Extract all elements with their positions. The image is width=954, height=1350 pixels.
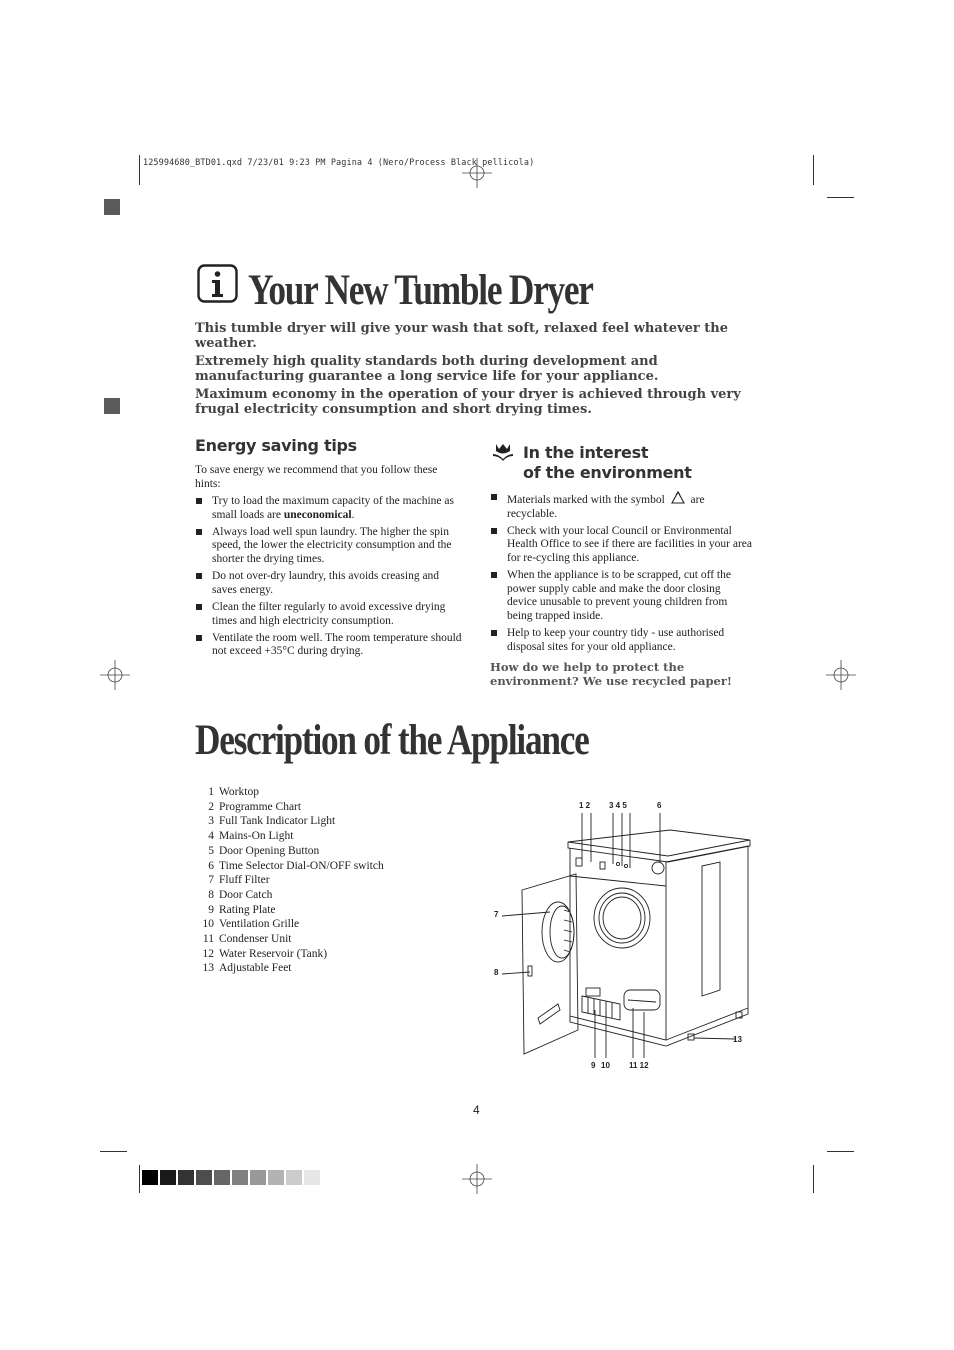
environment-list <box>490 491 752 654</box>
dryer-illustration <box>480 800 760 1080</box>
list-item: 7 Fluff Filter <box>208 874 270 887</box>
environment-section <box>490 491 752 658</box>
tulip-icon <box>492 442 514 462</box>
color-swatch <box>232 1170 248 1185</box>
list-item: 4 Mains-On Light <box>208 830 294 843</box>
energy-section <box>195 436 465 663</box>
margin-marker <box>104 199 120 215</box>
color-swatch <box>304 1170 320 1185</box>
energy-lead: To save energy we recommend that you follow these hints: <box>195 464 438 490</box>
section-title: Description of the Appliance <box>195 717 589 764</box>
crop-mark <box>813 1165 814 1193</box>
callout-label: 11 12 <box>629 1061 649 1070</box>
intro-paragraph: This tumble dryer will give your wash that soft, relaxed feel whatever the weather. <box>195 321 728 351</box>
list-item: Try to load the maximum capacity of the machine as small loads are uneconomical. <box>195 495 465 522</box>
list-item: 3 Full Tank Indicator Light <box>208 815 336 828</box>
energy-tips-list <box>195 495 465 659</box>
list-item: 8 Door Catch <box>208 888 273 901</box>
list-item: Materials marked with the symbol are recyclable. <box>490 491 752 521</box>
margin-marker <box>104 398 120 414</box>
list-item: Clean the filter regularly to avoid excessive drying times and high electricity consumption. <box>195 601 465 628</box>
callout-label: 13 <box>733 1035 742 1044</box>
list-item: Do not over-dry laundry, this avoids creasing and saves energy. <box>195 570 465 597</box>
list-item: 9 Rating Plate <box>208 903 276 916</box>
crop-mark <box>827 1151 854 1152</box>
color-swatch <box>214 1170 230 1185</box>
info-icon <box>197 264 239 304</box>
crop-mark <box>827 197 854 198</box>
registration-mark-icon <box>462 1164 492 1194</box>
callout-label: 8 <box>494 968 499 977</box>
color-swatch <box>196 1170 212 1185</box>
list-item: Check with your local Council or Environmental Health Office to see if there are facilities in your area for re-cycling this appliance. <box>490 525 752 566</box>
list-item: 13 Adjustable Feet <box>202 962 292 975</box>
registration-mark-icon <box>826 660 856 690</box>
list-item: 11 Condenser Unit <box>202 933 292 946</box>
list-item: 5 Door Opening Button <box>208 844 320 857</box>
callout-label: 10 <box>601 1061 610 1070</box>
callout-label: 9 <box>591 1061 596 1070</box>
intro-paragraph: Maximum economy in the operation of your dryer is achieved through very frugal electricity consumption and short drying times. <box>195 387 741 417</box>
list-item: 6 Time Selector Dial-ON/OFF switch <box>208 859 384 872</box>
intro-paragraph: Extremely high quality standards both during development and manufacturing guarantee a long service life for your appliance. <box>195 354 659 384</box>
recycle-icon <box>670 491 686 505</box>
recycled-paper-note: How do we help to protect the environment? We use recycled paper! <box>490 660 732 688</box>
list-item: 2 Programme Chart <box>208 800 302 813</box>
page-title: Your New Tumble Dryer <box>248 267 593 314</box>
callout-label: 7 <box>494 910 499 919</box>
callout-label: 1 2 <box>579 801 591 810</box>
callout-label: 6 <box>657 801 662 810</box>
color-swatch <box>142 1170 158 1185</box>
list-item: When the appliance is to be scrapped, cut off the power supply cable and make the door closing device unusable to prevent young children from being trapped inside. <box>490 569 752 623</box>
color-swatch <box>286 1170 302 1185</box>
environment-heading: In the interest of the environment <box>523 443 692 482</box>
page-number: 4 <box>473 1103 480 1117</box>
parts-list <box>196 785 384 976</box>
callout-label: 3 4 5 <box>609 801 627 810</box>
crop-mark <box>100 1151 127 1152</box>
list-item: 10 Ventilation Grille <box>202 918 300 931</box>
color-swatch <box>250 1170 266 1185</box>
crop-mark <box>813 155 814 185</box>
list-item: Always load well spun laundry. The higher the spin speed, the lower the electricity consumption and the shorter the drying times. <box>195 526 465 567</box>
color-swatch <box>160 1170 176 1185</box>
registration-mark-icon <box>100 660 130 690</box>
crop-mark <box>139 155 140 185</box>
color-swatch <box>178 1170 194 1185</box>
color-swatch <box>268 1170 284 1185</box>
energy-heading: Energy saving tips <box>195 436 357 455</box>
list-item: 12 Water Reservoir (Tank) <box>202 947 328 960</box>
list-item: Ventilate the room well. The room temperature should not exceed +35°C during drying. <box>195 632 465 659</box>
file-slug: 125994680_BTD01.qxd 7/23/01 9:23 PM Pagina 4 (Nero/Process Black pellicola) <box>143 158 535 168</box>
crop-mark <box>139 1165 140 1193</box>
registration-mark-icon <box>462 158 492 188</box>
list-item: 1 Worktop <box>208 786 259 798</box>
list-item: Help to keep your country tidy - use authorised disposal sites for your old appliance. <box>490 627 752 654</box>
